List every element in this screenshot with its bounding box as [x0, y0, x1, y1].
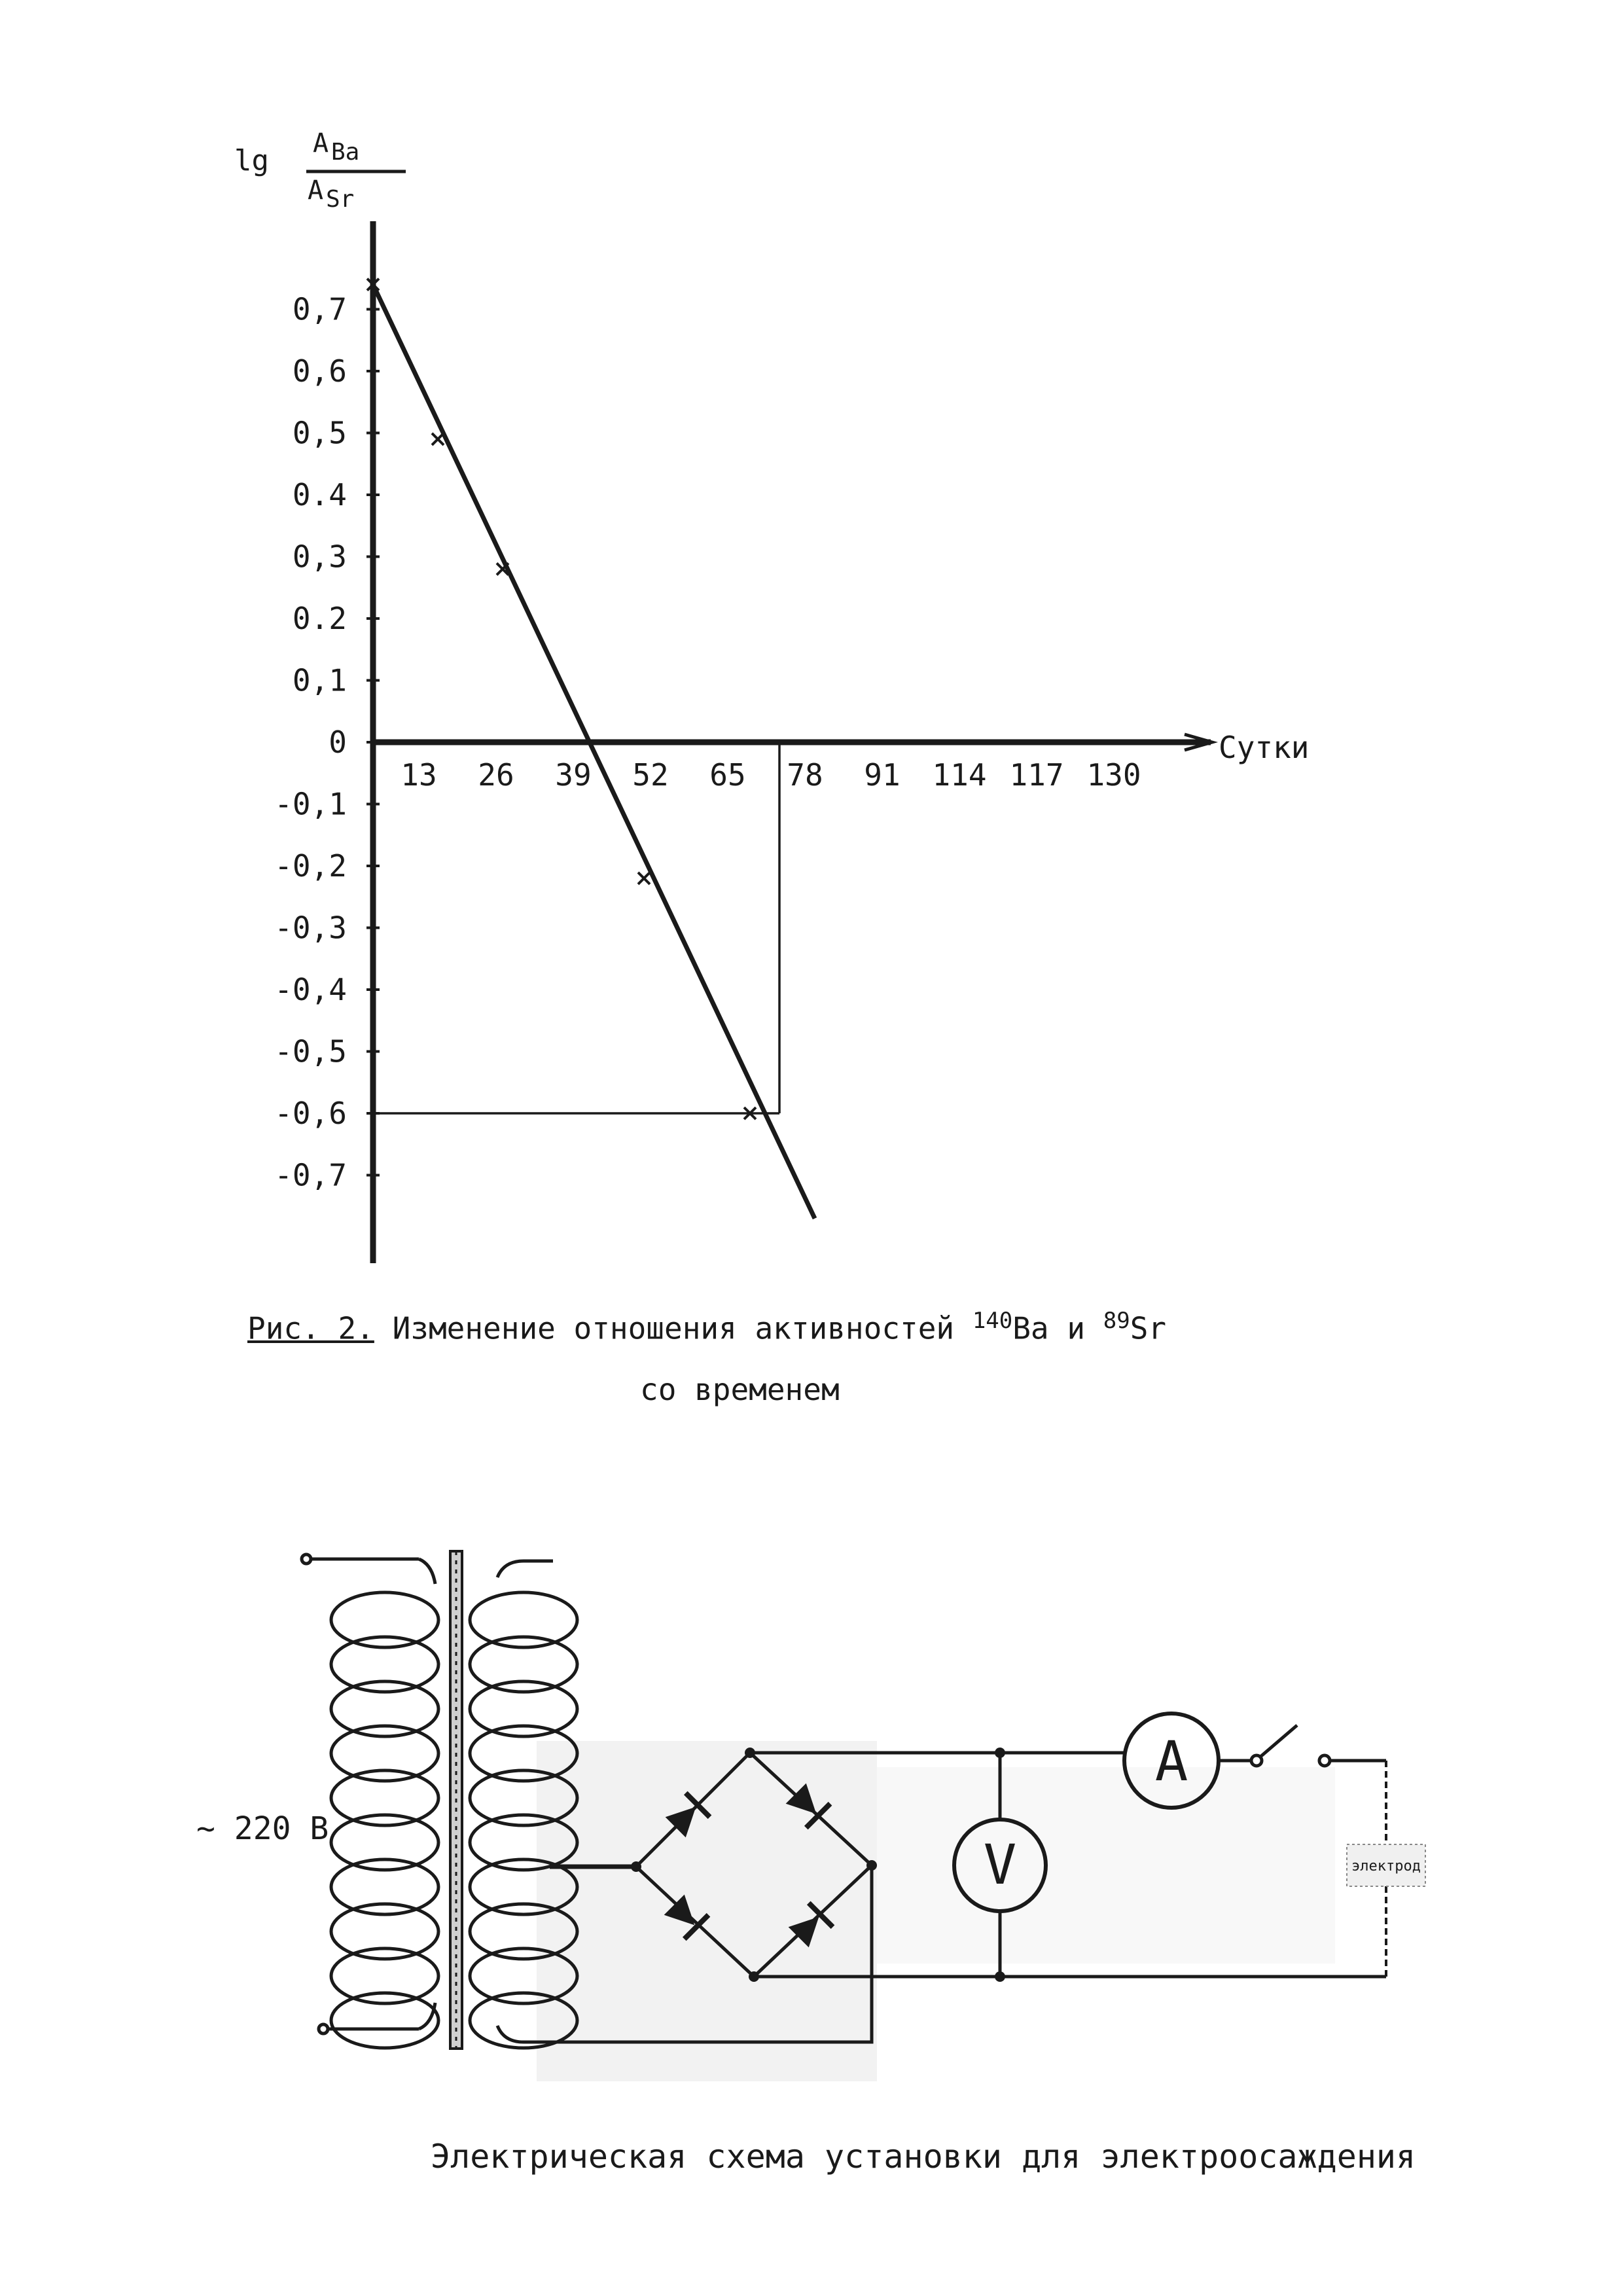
chart-axes	[373, 221, 1212, 1263]
figure-caption-line2: со временем	[640, 1372, 840, 1407]
y-tick-label: -0,7	[274, 1157, 347, 1193]
voltmeter-label: V	[983, 1833, 1017, 1897]
x-tick-label: 130	[1086, 757, 1141, 793]
y-tick-label: -0,5	[274, 1033, 347, 1069]
y-tick-label: 0.2	[292, 601, 347, 636]
x-axis-label: Сутки	[1219, 730, 1310, 765]
x-tick-label: 26	[478, 757, 514, 793]
y-tick-label: -0,1	[274, 786, 347, 822]
y-tick-label: 0,6	[292, 353, 347, 389]
x-tick-label: 114	[932, 757, 987, 793]
y-label-denominator: A	[308, 175, 324, 206]
x-tick-label: 117	[1009, 757, 1064, 793]
y-tick-label: 0	[329, 725, 347, 760]
isotope-sr-mass: 89	[1103, 1308, 1130, 1334]
transformer-core	[450, 1551, 462, 2049]
y-label-numerator-sub: Ba	[331, 139, 360, 166]
isotope-ba-element: Ba	[1012, 1310, 1049, 1346]
y-tick-label: -0,2	[274, 848, 347, 884]
data-point	[432, 433, 444, 445]
chart-y-tick-labels	[274, 292, 380, 1193]
chart-x-tick-labels	[401, 757, 1141, 793]
x-tick-label: 78	[787, 757, 823, 793]
y-label-numerator: A	[313, 128, 329, 158]
fit-line	[373, 285, 815, 1219]
x-tick-label: 52	[632, 757, 669, 793]
chart-fit-line	[373, 285, 815, 1219]
primary-winding	[331, 1592, 438, 2048]
figure-caption-label: Рис. 2.	[247, 1310, 374, 1346]
coil-turn	[331, 1815, 438, 1870]
coil-turn	[331, 1993, 438, 2048]
y-tick-label: 0,5	[292, 415, 347, 451]
y-tick-label: -0,4	[274, 972, 347, 1007]
coil-turn	[331, 1948, 438, 2003]
coil-turn	[470, 1592, 577, 1647]
isotope-sr-element: Sr	[1130, 1310, 1167, 1346]
coil-turn	[331, 1726, 438, 1781]
circuit-caption: Электрическая схема установки для электроосаждения	[431, 2138, 1416, 2176]
y-tick-label: 0,3	[292, 539, 347, 575]
load-label: электрод	[1351, 1858, 1421, 1874]
voltage-label: ~ 220 В	[196, 1810, 329, 1847]
electrolytic-cell	[1347, 1761, 1425, 1977]
scan-shading	[537, 1741, 1335, 2081]
ammeter-label: A	[1154, 1729, 1188, 1793]
switch	[1219, 1725, 1386, 1766]
x-tick-label: 65	[709, 757, 746, 793]
y-tick-label: 0,7	[292, 291, 347, 327]
x-tick-label: 13	[401, 757, 437, 793]
coil-turn	[331, 1770, 438, 1825]
y-axis-label	[234, 128, 406, 213]
input-leads	[302, 1554, 435, 2034]
coil-turn	[331, 1904, 438, 1959]
coil-turn	[470, 1681, 577, 1736]
data-point	[638, 872, 650, 884]
y-label-prefix: lg	[234, 144, 269, 177]
coil-turn	[331, 1592, 438, 1647]
electrical-circuit-diagram	[196, 1551, 1425, 2176]
coil-turn	[470, 1637, 577, 1692]
chart-reference-lines	[373, 742, 779, 1113]
coil-turn	[331, 1637, 438, 1692]
figure-caption	[247, 1308, 1166, 1346]
chart-data-points	[367, 279, 756, 1119]
x-tick-label: 91	[864, 757, 901, 793]
y-tick-label: -0,6	[274, 1096, 347, 1131]
y-tick-label: 0,1	[292, 662, 347, 698]
y-label-denominator-sub: Sr	[326, 186, 355, 213]
coil-turn	[331, 1681, 438, 1736]
isotope-ba-mass: 140	[972, 1308, 1013, 1334]
figure-caption-text: Изменение отношения активностей	[392, 1310, 955, 1346]
coil-turn	[331, 1859, 438, 1914]
y-tick-label: -0,3	[274, 910, 347, 946]
figure-caption-conjunction: и	[1067, 1310, 1086, 1346]
y-tick-label: 0.4	[292, 477, 347, 512]
x-tick-label: 39	[555, 757, 592, 793]
